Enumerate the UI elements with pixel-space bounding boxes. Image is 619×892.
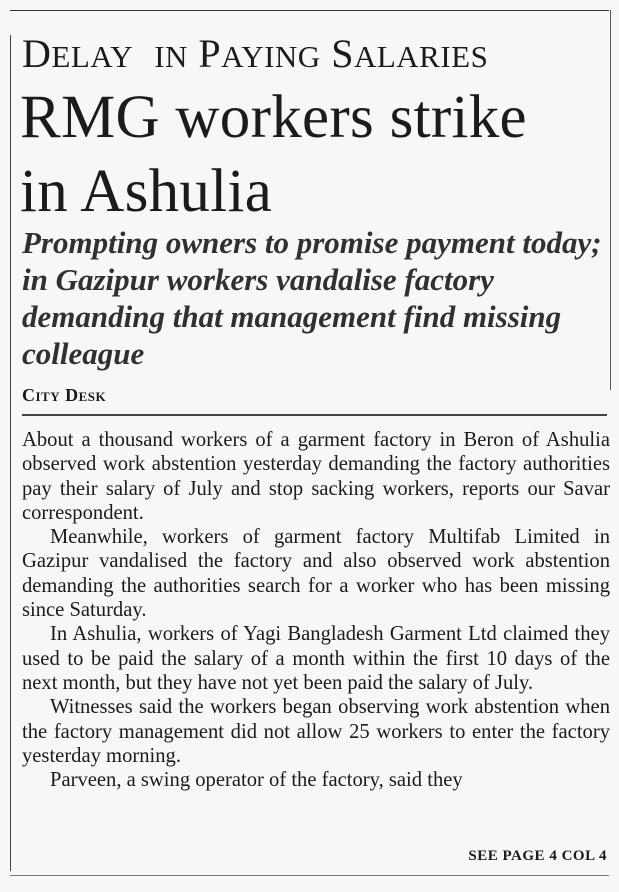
top-rule <box>10 10 609 11</box>
headline <box>20 81 615 229</box>
paragraph: In Ashulia, workers of Yagi Bangladesh Garment Ltd claimed they used to be paid the salary of a month within the first 10 days of the next month, but they have not yet been paid the salary of July. <box>22 623 610 694</box>
bottom-rule <box>10 875 609 876</box>
kicker-full-text <box>0 0 1 1</box>
continuation-jump: SEE PAGE 4 COL 4 <box>468 848 607 864</box>
headline-line-2: in Ashulia <box>20 158 273 225</box>
column-left-rule <box>10 35 11 871</box>
paragraph: Parveen, a swing operator of the factory, said they <box>50 769 463 792</box>
article-body <box>22 428 610 792</box>
paragraph: Witnesses said the workers began observing work abstention when the factory management did not allow 25 workers to enter the factory yesterday morning. <box>22 696 610 767</box>
byline: City Desk <box>22 385 107 405</box>
headline-line-1: RMG workers strike <box>20 84 527 151</box>
deck-subheadline: Prompting owners to promise payment today; in Gazipur workers vandalise factory demanding that management find missing colleague <box>22 225 602 371</box>
paragraph: About a thousand workers of a garment factory in Beron of Ashulia observed work abstention yesterday demanding the factory authorities pay their salary of July and stop sacking workers, reports our Savar correspondent. <box>22 429 610 524</box>
kicker: DELAY IN PAYING SALARIES <box>22 31 489 76</box>
paragraph: Meanwhile, workers of garment factory Multifab Limited in Gazipur vandalised the factory and also observed work abstention demanding the authorities search for a worker who has been missing since Saturday. <box>22 526 610 622</box>
byline-rule <box>22 414 607 416</box>
